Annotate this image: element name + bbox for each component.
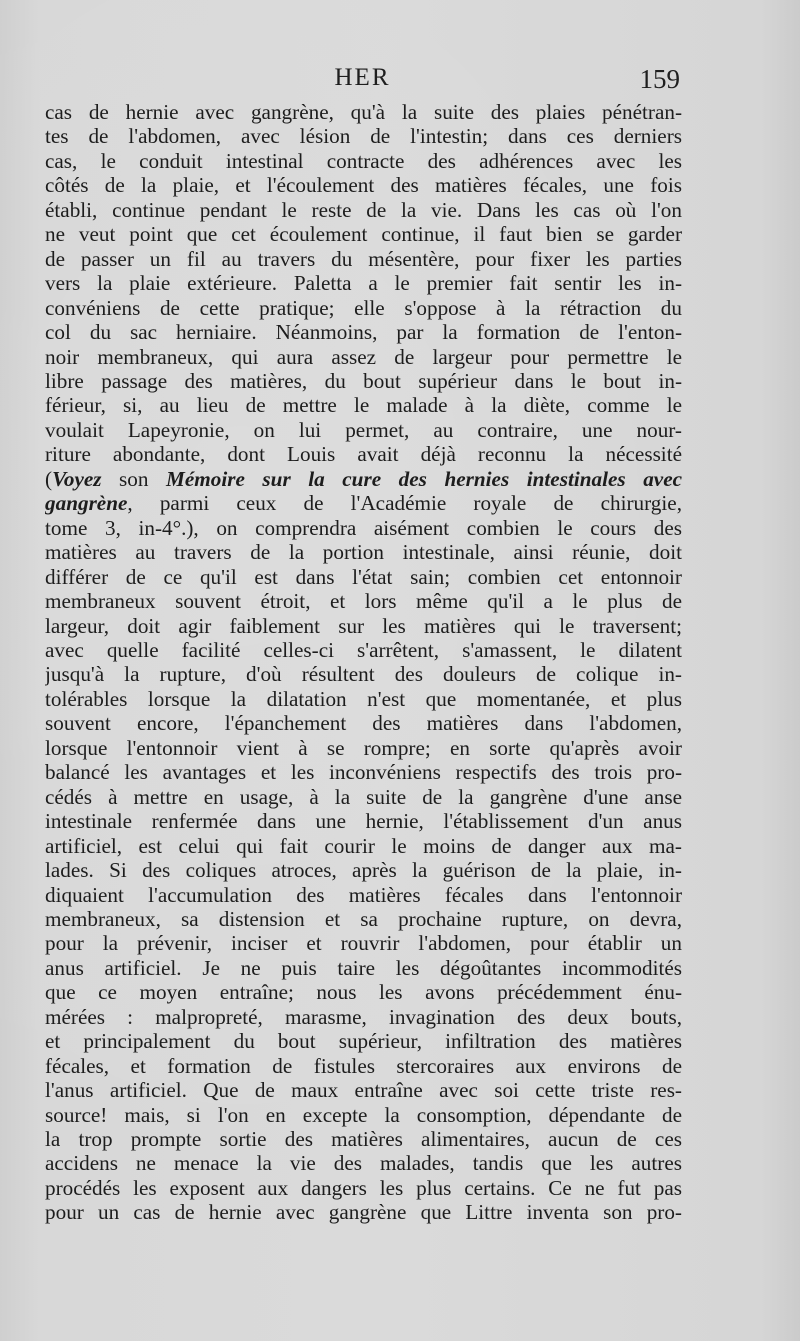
text-line: ne veut point que cet écoulement continue, il faut bien se garder — [45, 222, 682, 247]
text-line: intestinale renfermée dans une hernie, l'établissement d'un anus — [45, 809, 682, 834]
text-line: cas de hernie avec gangrène, qu'à la suite des plaies pénétran- — [45, 100, 682, 124]
text-line: matières au travers de la portion intestinale, ainsi réunie, doit — [45, 540, 682, 565]
text-line: mérées : malpropreté, marasme, invagination des deux bouts, — [45, 1004, 682, 1029]
body-text — [45, 100, 682, 1225]
text-line: différer de ce qu'il est dans l'état sain; combien cet entonnoir — [45, 564, 682, 589]
running-head: HER — [334, 64, 391, 91]
text-line: pour un cas de hernie avec gangrène que Littre inventa son pro- — [45, 1200, 682, 1225]
text-line: cas, le conduit intestinal contracte des adhérences avec les — [45, 148, 682, 173]
text-line: avec quelle facilité celles-ci s'arrêtent, s'amassent, le dilatent — [45, 637, 682, 662]
text-line: cédés à mettre en usage, à la suite de la gangrène d'une anse — [45, 784, 682, 809]
text-line: la trop prompte sortie des matières alimentaires, aucun de ces — [45, 1127, 682, 1152]
text-line: lades. Si des coliques atroces, après la guérison de la plaie, in- — [45, 858, 682, 883]
text-line-citation-cont — [45, 491, 682, 515]
citation-son: son — [101, 466, 167, 491]
text-line: largeur, doit agir faiblement sur les matières qui le traversent; — [45, 613, 682, 638]
text-line: pour la prévenir, inciser et rouvrir l'abdomen, pour établir un — [45, 931, 682, 956]
text-line: membraneux, sa distension et sa prochaine rupture, on devra, — [45, 906, 682, 931]
text-line: tes de l'abdomen, avec lésion de l'intestin; dans ces derniers — [45, 124, 682, 149]
citation-rest: , parmi ceux de l'Académie royale de chirurgie, — [127, 491, 682, 516]
text-line: riture abondante, dont Louis avait déjà reconnu la nécessité — [45, 442, 682, 467]
text-line: tome 3, in-4°.), on comprendra aisément combien le cours des — [45, 515, 682, 540]
text-line: côtés de la plaie, et l'écoulement des matières fécales, une fois — [45, 173, 682, 198]
citation-voyez: Voyez — [52, 466, 102, 491]
text-line: col du sac herniaire. Néanmoins, par la formation de l'enton- — [45, 320, 682, 345]
text-line: fécales, et formation de fistules stercoraires aux environs de — [45, 1053, 682, 1078]
text-line-citation — [45, 467, 682, 491]
text-line: souvent encore, l'épanchement des matières dans l'abdomen, — [45, 711, 682, 736]
text-line: que ce moyen entraîne; nous les avons précédemment énu- — [45, 980, 682, 1005]
text-line: membraneux souvent étroit, et lors même qu'il a le plus de — [45, 589, 682, 614]
text-line: procédés les exposent aux dangers les plus certains. Ce ne fut pas — [45, 1175, 682, 1200]
text-line: et principalement du bout supérieur, infiltration des matières — [45, 1029, 682, 1054]
citation-title: Mémoire sur la cure des hernies intestinales avec — [166, 466, 682, 491]
text-line: libre passage des matières, du bout supérieur dans le bout in- — [45, 368, 682, 393]
citation-title-end: gangrène — [45, 491, 128, 516]
text-line: l'anus artificiel. Que de maux entraîne avec soi cette triste res- — [45, 1078, 682, 1103]
text-line: convéniens de cette pratique; elle s'oppose à la rétraction du — [45, 295, 682, 320]
text-line: diquaient l'accumulation des matières fécales dans l'entonnoir — [45, 882, 682, 907]
text-line: balancé les avantages et les inconvéniens respectifs des trois pro- — [45, 760, 682, 785]
text-line: noir membraneux, qui aura assez de largeur pour permettre le — [45, 344, 682, 369]
text-line: vers la plaie extérieure. Paletta a le premier fait sentir les in- — [45, 271, 682, 296]
text-line: lorsque l'entonnoir vient à se rompre; en sorte qu'après avoir — [45, 735, 682, 760]
page-header — [45, 62, 680, 98]
citation-open: ( — [45, 466, 53, 491]
text-line: de passer un fil au travers du mésentère, pour fixer les parties — [45, 246, 682, 271]
text-line: anus artificiel. Je ne puis taire les dégoûtantes incommodités — [45, 955, 682, 980]
text-line: source! mais, si l'on en excepte la consomption, dépendante de — [45, 1102, 682, 1127]
page-number: 159 — [639, 64, 680, 94]
text-line: tolérables lorsque la dilatation n'est que momentanée, et plus — [45, 686, 682, 711]
text-line: artificiel, est celui qui fait courir le moins de danger aux ma- — [45, 833, 682, 858]
text-line: voulait Lapeyronie, on lui permet, au contraire, une nour- — [45, 417, 682, 442]
text-line: accidens ne menace la vie des malades, tandis que les autres — [45, 1151, 682, 1176]
text-line: jusqu'à la rupture, d'où résultent des douleurs de colique in- — [45, 662, 682, 687]
text-line: férieur, si, au lieu de mettre le malade à la diète, comme le — [45, 393, 682, 418]
text-line: établi, continue pendant le reste de la vie. Dans les cas où l'on — [45, 197, 682, 222]
